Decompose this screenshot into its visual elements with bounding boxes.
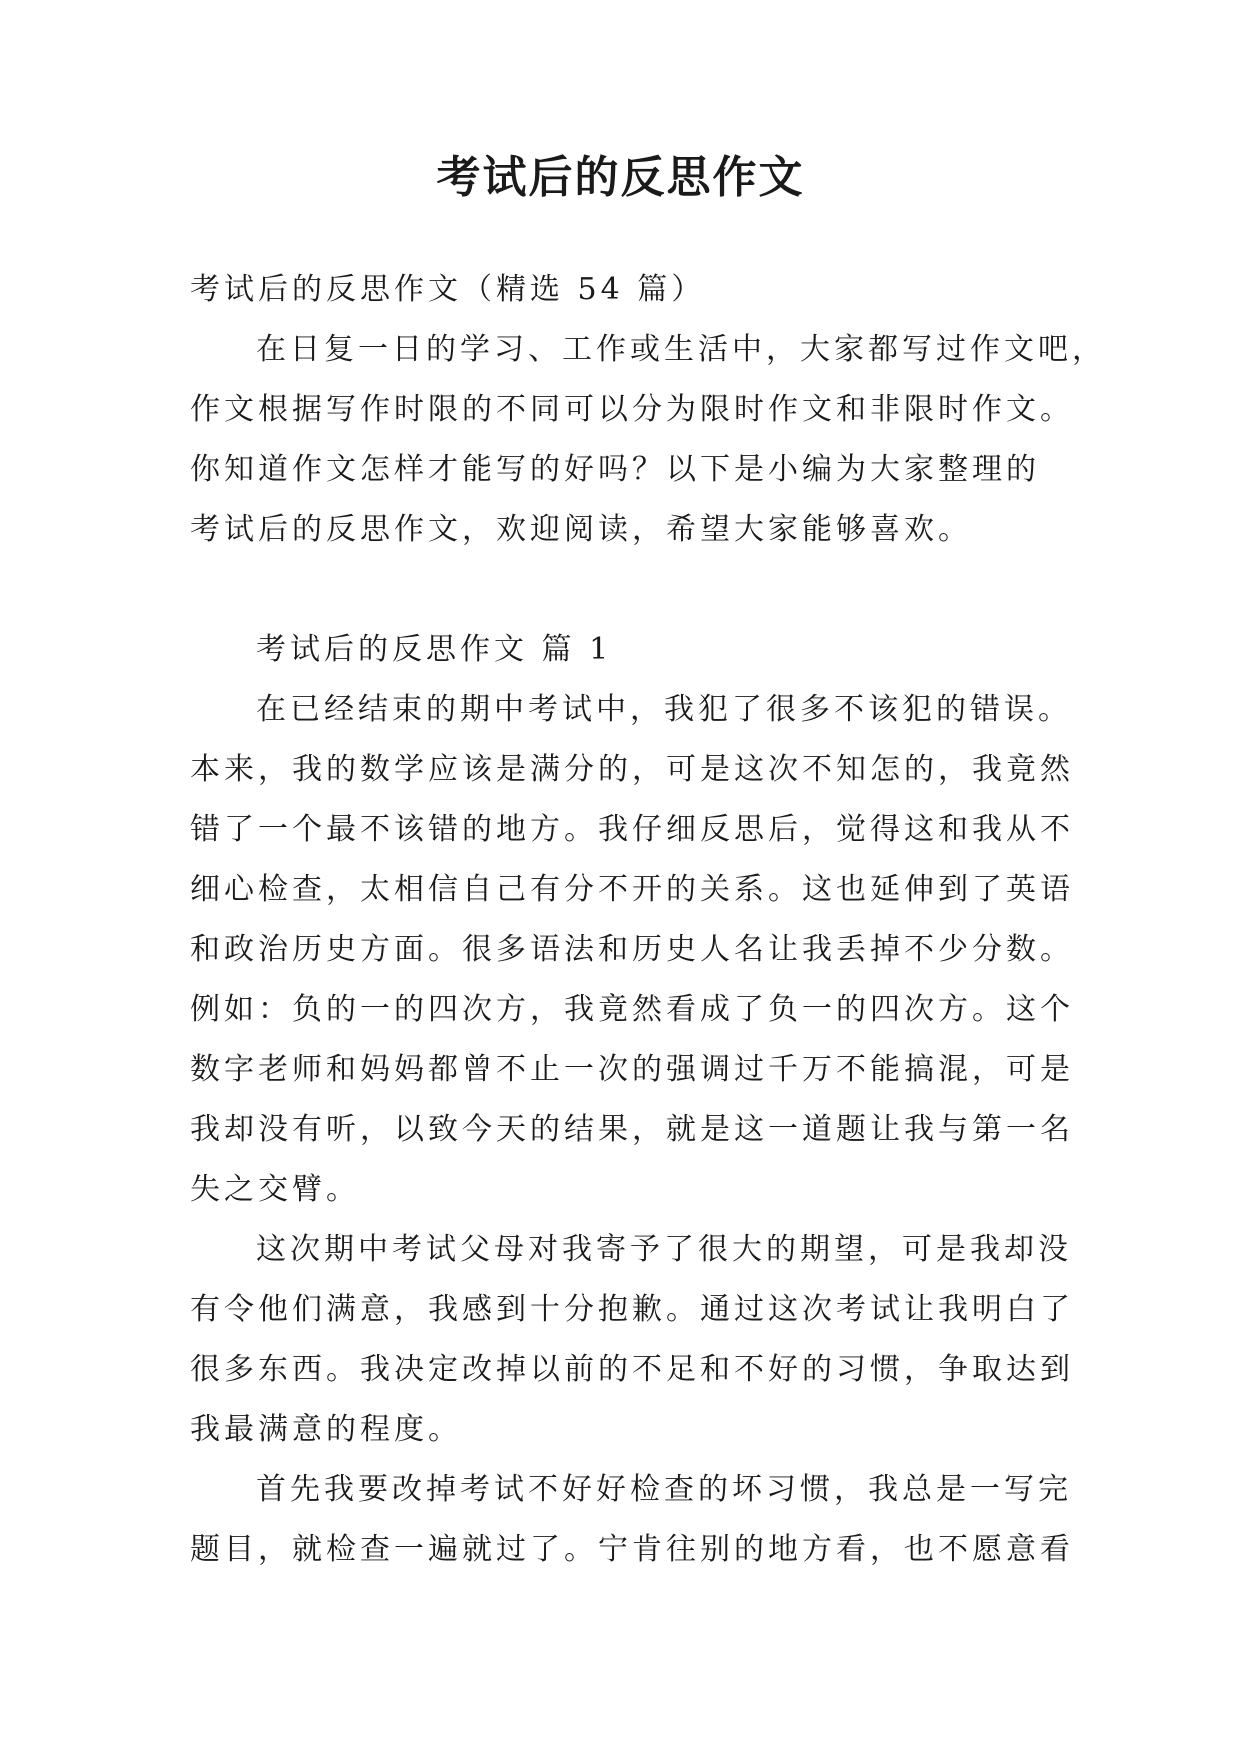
- text-line: 数字老师和妈妈都曾不止一次的强调过千万不能搞混，可是: [190, 1052, 1074, 1087]
- page-title: 考试后的反思作文: [436, 152, 805, 203]
- text-line: 本来，我的数学应该是满分的，可是这次不知怎的，我竟然: [190, 752, 1074, 787]
- text-line: 考试后的反思作文（精选 54 篇）: [190, 272, 706, 307]
- text-line: 在日复一日的学习、工作或生活中，大家都写过作文吧，: [256, 332, 1106, 367]
- text-line: 有令他们满意，我感到十分抱歉。通过这次考试让我明白了: [190, 1292, 1074, 1327]
- text-line: 你知道作文怎样才能写的好吗？以下是小编为大家整理的: [190, 452, 1040, 487]
- text-line: 很多东西。我决定改掉以前的不足和不好的习惯，争取达到: [190, 1352, 1074, 1387]
- paragraph-spacer: [190, 560, 1070, 620]
- text-line: 和政治历史方面。很多语法和历史人名让我丢掉不少分数。: [190, 932, 1074, 967]
- text-line: 题目，就检查一遍就过了。宁肯往别的地方看，也不愿意看: [190, 1532, 1074, 1567]
- text-line: 例如：负的一的四次方，我竟然看成了负一的四次方。这个: [190, 992, 1074, 1027]
- text-line: 我却没有听，以致今天的结果，就是这一道题让我与第一名: [190, 1112, 1074, 1147]
- text-line: 细心检查，太相信自己有分不开的关系。这也延伸到了英语: [190, 872, 1074, 907]
- text-line: 考试后的反思作文 篇 1: [256, 632, 613, 667]
- text-line: 首先我要改掉考试不好好检查的坏习惯，我总是一写完: [256, 1472, 1072, 1507]
- text-line: 作文根据写作时限的不同可以分为限时作文和非限时作文。: [190, 392, 1074, 427]
- text-line: 考试后的反思作文，欢迎阅读，希望大家能够喜欢。: [190, 512, 972, 547]
- text-line: 我最满意的程度。: [190, 1412, 462, 1447]
- essay-body: [190, 260, 1106, 1580]
- text-line: 失之交臂。: [190, 1172, 360, 1207]
- text-line: 错了一个最不该错的地方。我仔细反思后，觉得这和我从不: [190, 812, 1074, 847]
- text-line: 在已经结束的期中考试中，我犯了很多不该犯的错误。: [256, 692, 1072, 727]
- text-line: 这次期中考试父母对我寄予了很大的期望，可是我却没: [256, 1232, 1072, 1267]
